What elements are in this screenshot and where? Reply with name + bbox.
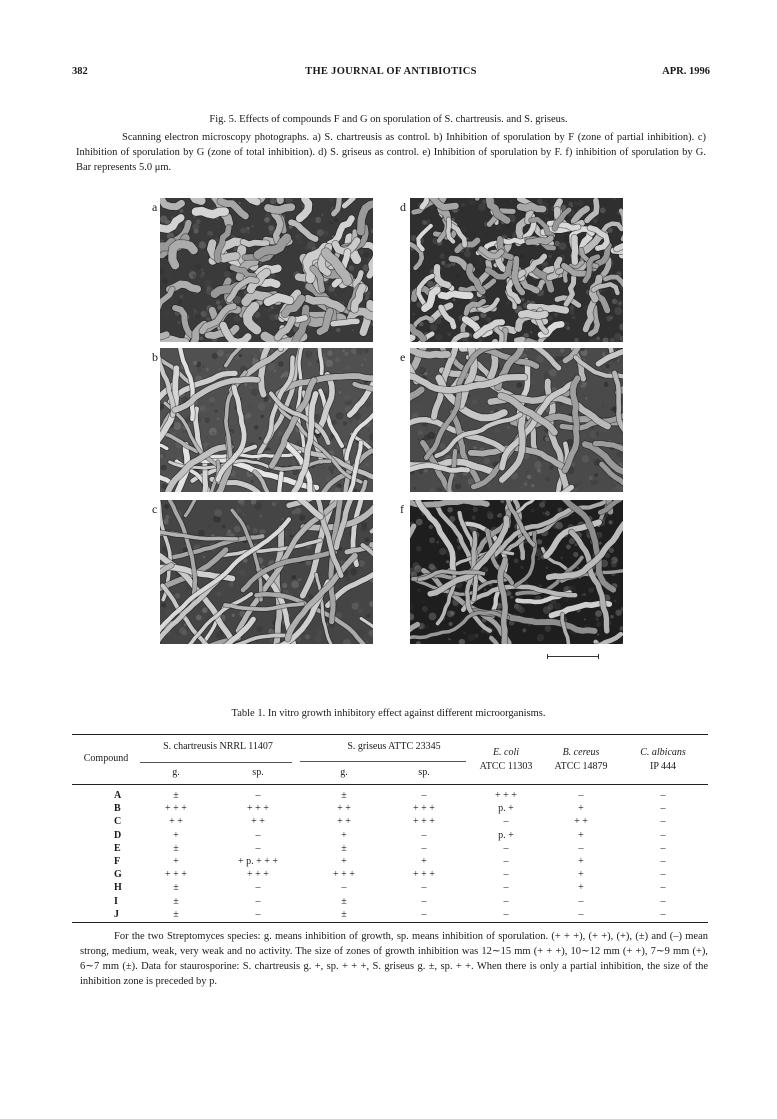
table-cell: – xyxy=(660,829,666,841)
row-compound-label: E xyxy=(114,842,121,854)
micrograph-panel-d xyxy=(410,198,623,342)
panel-label-d: d xyxy=(400,200,406,214)
micrograph-image xyxy=(160,500,373,644)
micrograph-panel-f xyxy=(410,500,623,644)
table-cell: + + + xyxy=(495,790,517,801)
table-cell: – xyxy=(660,908,666,920)
table-cell: – xyxy=(578,790,584,801)
table-cell: ± xyxy=(341,790,347,801)
panel-label-c: c xyxy=(152,502,158,516)
col-header-bcereus-strain: ATCC 14879 xyxy=(554,761,608,772)
micrograph-image xyxy=(410,348,623,492)
table-cell: + xyxy=(173,856,179,867)
table-cell: + p. + + + xyxy=(237,856,279,867)
table-cell: – xyxy=(660,882,666,894)
table-cell: – xyxy=(578,895,584,907)
scale-bar xyxy=(547,656,599,660)
table-cell: + + xyxy=(574,816,588,828)
row-compound-label: C xyxy=(114,816,122,828)
table-cell: – xyxy=(578,842,584,854)
table-caption: Table 1. In vitro growth inhibitory effect against different microorganisms. xyxy=(231,708,546,719)
table-cell: + xyxy=(421,856,427,867)
micrograph-panel-e xyxy=(410,348,623,492)
table-cell: – xyxy=(660,856,666,867)
table-cell: + xyxy=(578,829,584,841)
table-cell: + + xyxy=(251,816,265,828)
group-header-griseus: S. griseus ATTC 23345 xyxy=(347,741,441,752)
table-cell: – xyxy=(421,882,427,894)
issue-date: APR. 1996 xyxy=(662,66,710,77)
table-header-rule xyxy=(72,784,708,785)
table-cell: – xyxy=(503,869,509,881)
compound-header: Compound xyxy=(83,753,129,764)
table-cell: + xyxy=(578,882,584,894)
table-cell: – xyxy=(421,829,427,841)
table-cell: – xyxy=(421,790,427,801)
table-cell: – xyxy=(503,882,509,894)
subheader-sp-2: sp. xyxy=(418,767,430,778)
figure-description: Scanning electron microscopy photographs. a) S. chartreusis as control. b) Inhibition of sporulation by F (zone of partial inhibition). c) Inhibition of sporulation by G (zone of total inhibition). d) S. griseus as control. e) Inhibition of sporulation by F. f) inhibition of sporulation by G. Bar represents 5.0 μm. xyxy=(76,132,706,173)
subheader-g-1: g. xyxy=(172,767,180,778)
table-cell: + + + xyxy=(165,869,187,881)
table-cell: ± xyxy=(173,908,179,920)
table-cell: – xyxy=(660,790,666,801)
page-number: 382 xyxy=(72,66,88,77)
table-cell: – xyxy=(255,790,261,801)
row-compound-label: D xyxy=(114,829,122,841)
table-cell: – xyxy=(660,816,666,828)
table-cell: ± xyxy=(341,895,347,907)
table-cell: – xyxy=(421,842,427,854)
group-header-chartreusis: S. chartreusis NRRL 11407 xyxy=(163,741,273,752)
row-compound-label: B xyxy=(114,803,121,815)
group-underline-griseus xyxy=(300,761,466,762)
table-cell: + + + xyxy=(165,803,187,815)
micrograph-image xyxy=(160,348,373,492)
table-cell: + + + xyxy=(413,816,435,828)
table-cell: p. + xyxy=(498,803,514,815)
table-cell: – xyxy=(503,895,509,907)
micrograph-panel-a xyxy=(160,198,373,342)
table-cell: – xyxy=(341,882,347,894)
col-header-ecoli-strain: ATCC 11303 xyxy=(479,761,533,772)
table-cell: + + xyxy=(337,803,351,815)
table-cell: + xyxy=(578,856,584,867)
table-cell: – xyxy=(421,895,427,907)
table-cell: + xyxy=(578,803,584,815)
micrograph-image xyxy=(410,198,623,342)
table-cell: – xyxy=(578,908,584,920)
table-cell: – xyxy=(255,882,261,894)
table-cell: ± xyxy=(341,842,347,854)
table-cell: ± xyxy=(173,895,179,907)
table-cell: – xyxy=(660,842,666,854)
micrograph-image xyxy=(410,500,623,644)
panel-label-b: b xyxy=(152,350,158,364)
table-cell: + + xyxy=(169,816,183,828)
micrograph-panel-c xyxy=(160,500,373,644)
micrograph-image xyxy=(160,198,373,342)
running-header xyxy=(72,66,710,82)
figure-caption: Fig. 5. Effects of compounds F and G on sporulation of S. chartreusis. and S. griseus. xyxy=(209,114,568,125)
micrograph-panel-b xyxy=(160,348,373,492)
col-header-calbicans-name: C. albicans xyxy=(640,747,686,758)
table-cell: + xyxy=(341,856,347,867)
row-compound-label: H xyxy=(114,882,122,894)
row-compound-label: G xyxy=(114,869,122,881)
table-cell: + xyxy=(341,829,347,841)
row-compound-label: F xyxy=(114,856,121,867)
table-cell: – xyxy=(660,869,666,881)
panel-label-a: a xyxy=(152,200,158,214)
table-cell: – xyxy=(255,829,261,841)
table-cell: – xyxy=(660,803,666,815)
table-cell: + + + xyxy=(413,869,435,881)
subheader-g-2: g. xyxy=(340,767,348,778)
row-compound-label: J xyxy=(114,908,119,920)
table-cell: – xyxy=(503,856,509,867)
table-footnote: For the two Streptomyces species: g. means inhibition of growth, sp. means inhibition of sporulation. (+ + +), (+ +), (+), (±) and (–) mean strong, medium, weak, very weak and no activity. The size of zones of growth inhibition was 12∼15 mm (+ + +), 10∼12 mm (+ +), 7∼9 mm (+), 6∼7 mm (±). Data for staurosporine: S. chartreusis g. +, sp. + + +, S. griseus g. ±, sp. + +. When there is only a partial inhibition, the size of the inhibition zone is preceded by p. xyxy=(80,931,708,987)
table-cell: – xyxy=(503,816,509,828)
col-header-bcereus-name: B. cereus xyxy=(562,747,600,758)
subheader-sp-1: sp. xyxy=(252,767,264,778)
table-cell: p. + xyxy=(498,829,514,841)
table-cell: ± xyxy=(173,842,179,854)
col-header-ecoli-name: E. coli xyxy=(492,747,520,758)
col-header-calbicans-strain: IP 444 xyxy=(649,761,677,772)
table-cell: – xyxy=(421,908,427,920)
table-cell: ± xyxy=(173,882,179,894)
table-cell: – xyxy=(255,895,261,907)
table-cell: + + + xyxy=(333,869,355,881)
panel-label-f: f xyxy=(400,502,404,516)
table-cell: – xyxy=(503,842,509,854)
table-cell: – xyxy=(503,908,509,920)
table-cell: + + + xyxy=(413,803,435,815)
table-bottom-rule xyxy=(72,922,708,923)
table-cell: ± xyxy=(341,908,347,920)
row-compound-label: I xyxy=(114,895,118,907)
table-cell: ± xyxy=(173,790,179,801)
panel-label-e: e xyxy=(400,350,406,364)
journal-title: THE JOURNAL OF ANTIBIOTICS xyxy=(305,66,477,77)
table-cell: + xyxy=(578,869,584,881)
table-cell: – xyxy=(255,908,261,920)
table-cell: + + + xyxy=(247,869,269,881)
row-compound-label: A xyxy=(114,790,122,801)
table-cell: – xyxy=(255,842,261,854)
table-cell: + + xyxy=(337,816,351,828)
table-top-rule xyxy=(72,734,708,735)
table-cell: – xyxy=(660,895,666,907)
table-cell: + xyxy=(173,829,179,841)
compound-leader-line xyxy=(140,762,292,763)
table-cell: + + + xyxy=(247,803,269,815)
